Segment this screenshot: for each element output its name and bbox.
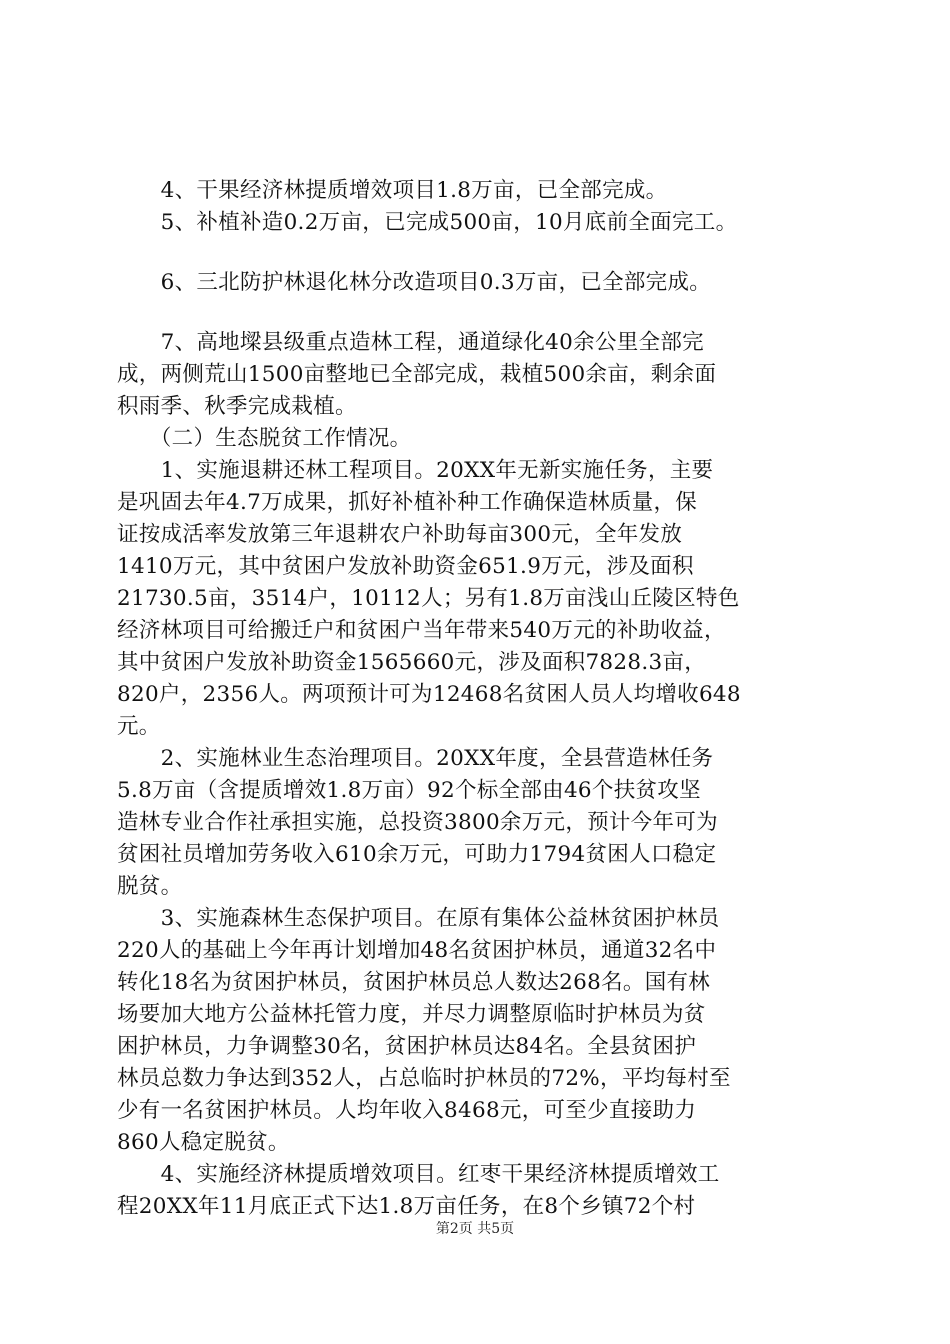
- text-line: 6、三北防护林退化林分改造项目0.3万亩，已全部完成。: [117, 270, 712, 295]
- text-line: 积雨季、秋季完成栽植。: [117, 394, 357, 419]
- text-line: 脱贫。: [117, 874, 183, 899]
- text-line: 困护林员，力争调整30名，贫困护林员达84名。全县贫困护: [117, 1034, 697, 1059]
- text-line: 1410万元，其中贫困户发放补助资金651.9万元，涉及面积: [117, 554, 694, 579]
- text-line: 经济林项目可给搬迁户和贫困户当年带来540万元的补助收益，: [117, 618, 726, 643]
- text-line: 少有一名贫困护林员。人均年收入8468元，可至少直接助力: [117, 1098, 697, 1123]
- text-line: 元。: [117, 714, 161, 739]
- text-line: 成，两侧荒山1500亩整地已全部完成，栽植500余亩，剩余面: [117, 362, 717, 387]
- text-line: 820户，2356人。两项预计可为12468名贫困人员人均增收648: [117, 682, 741, 707]
- text-line: 4、干果经济林提质增效项目1.8万亩，已全部完成。: [117, 178, 668, 203]
- text-line: 3、实施森林生态保护项目。在原有集体公益林贫困护林员: [117, 906, 720, 931]
- page-number-footer: 第2页 共5页: [435, 1221, 515, 1237]
- text-line: 220人的基础上今年再计划增加48名贫困护林员，通道32名中: [117, 938, 717, 963]
- text-line: 林员总数力争达到352人，占总临时护林员的72%，平均每村至: [117, 1066, 731, 1091]
- text-line: 7、高地墚县级重点造林工程，通道绿化40余公里全部完: [117, 330, 704, 355]
- text-line: 5.8万亩（含提质增效1.8万亩）92个标全部由46个扶贫攻坚: [117, 778, 701, 803]
- text-line: 4、实施经济林提质增效项目。红枣干果经济林提质增效工: [117, 1162, 720, 1187]
- text-line: 2、实施林业生态治理项目。20XX年度，全县营造林任务: [117, 746, 714, 771]
- text-line: 转化18名为贫困护林员，贫困护林员总人数达268名。国有林: [117, 970, 711, 995]
- text-line: 证按成活率发放第三年退耕农户补助每亩300元，全年发放: [117, 522, 683, 547]
- section-heading: （二）生态脱贫工作情况。: [117, 426, 412, 451]
- text-line: 其中贫困户发放补助资金1565660元，涉及面积7828.3亩，: [117, 650, 707, 675]
- text-line: 贫困社员增加劳务收入610余万元，可助力1794贫困人口稳定: [117, 842, 717, 867]
- text-line: 造林专业合作社承担实施，总投资3800余万元，预计今年可为: [117, 810, 718, 835]
- text-line: 860人稳定脱贫。: [117, 1130, 290, 1155]
- text-line: 是巩固去年4.7万成果，抓好补植补种工作确保造林质量，保: [117, 490, 698, 515]
- text-line: 21730.5亩，3514户，10112人；另有1.8万亩浅山丘陵区特色: [117, 586, 740, 611]
- text-line: 1、实施退耕还林工程项目。20XX年无新实施任务，主要: [117, 458, 714, 483]
- text-line: 5、补植补造0.2万亩，已完成500亩，10月底前全面完工。: [117, 210, 738, 235]
- text-line: 场要加大地方公益林托管力度，并尽力调整原临时护林员为贫: [117, 1002, 706, 1027]
- text-line: 程20XX年11月底正式下达1.8万亩任务，在8个乡镇72个村: [117, 1194, 696, 1219]
